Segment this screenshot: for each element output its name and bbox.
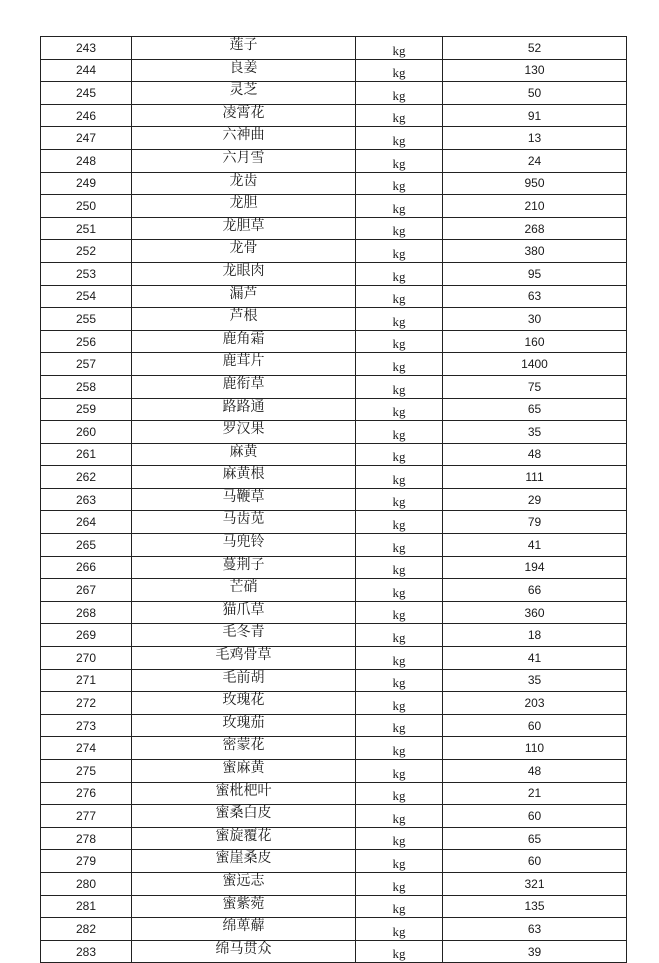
- unit-cell: kg: [356, 511, 443, 534]
- unit-cell: kg: [356, 262, 443, 285]
- row-number-cell: 282: [41, 918, 132, 941]
- row-number-cell: 276: [41, 782, 132, 805]
- item-name-cell: 芒硝: [132, 579, 356, 602]
- unit-cell: kg: [356, 375, 443, 398]
- item-name-cell: 绵萆薢: [132, 918, 356, 941]
- item-name-cell: 灵芝: [132, 82, 356, 105]
- unit-cell: kg: [356, 850, 443, 873]
- row-number-cell: 277: [41, 805, 132, 828]
- quantity-cell: 66: [443, 579, 627, 602]
- item-name-cell: 蜜紫菀: [132, 895, 356, 918]
- row-number-cell: 247: [41, 127, 132, 150]
- unit-cell: kg: [356, 940, 443, 963]
- quantity-cell: 110: [443, 737, 627, 760]
- unit-cell: kg: [356, 556, 443, 579]
- item-name-cell: 蜜远志: [132, 872, 356, 895]
- table-row: [41, 714, 627, 737]
- unit-cell: kg: [356, 149, 443, 172]
- quantity-cell: 950: [443, 172, 627, 195]
- table-row: [41, 353, 627, 376]
- unit-cell: kg: [356, 195, 443, 218]
- item-name-cell: 毛冬青: [132, 624, 356, 647]
- row-number-cell: 274: [41, 737, 132, 760]
- unit-cell: kg: [356, 488, 443, 511]
- quantity-cell: 35: [443, 669, 627, 692]
- row-number-cell: 264: [41, 511, 132, 534]
- quantity-cell: 60: [443, 714, 627, 737]
- quantity-cell: 160: [443, 330, 627, 353]
- table-row: [41, 624, 627, 647]
- item-name-cell: 龙胆草: [132, 217, 356, 240]
- table-row: [41, 737, 627, 760]
- unit-cell: kg: [356, 285, 443, 308]
- item-name-cell: 六月雪: [132, 149, 356, 172]
- table-row: [41, 692, 627, 715]
- row-number-cell: 250: [41, 195, 132, 218]
- item-name-cell: 罗汉果: [132, 421, 356, 444]
- unit-cell: kg: [356, 421, 443, 444]
- item-name-cell: 玫瑰花: [132, 692, 356, 715]
- table-row: [41, 579, 627, 602]
- unit-cell: kg: [356, 217, 443, 240]
- table-body: [41, 37, 627, 963]
- item-name-cell: 漏芦: [132, 285, 356, 308]
- row-number-cell: 251: [41, 217, 132, 240]
- unit-cell: kg: [356, 82, 443, 105]
- row-number-cell: 261: [41, 443, 132, 466]
- table-row: [41, 895, 627, 918]
- row-number-cell: 278: [41, 827, 132, 850]
- quantity-cell: 65: [443, 827, 627, 850]
- item-name-cell: 马鞭草: [132, 488, 356, 511]
- table-row: [41, 149, 627, 172]
- table-row: [41, 375, 627, 398]
- table-row: [41, 285, 627, 308]
- unit-cell: kg: [356, 895, 443, 918]
- quantity-cell: 91: [443, 104, 627, 127]
- table-row: [41, 127, 627, 150]
- row-number-cell: 268: [41, 601, 132, 624]
- table-row: [41, 556, 627, 579]
- quantity-cell: 41: [443, 647, 627, 670]
- table-row: [41, 82, 627, 105]
- quantity-cell: 48: [443, 760, 627, 783]
- table-row: [41, 669, 627, 692]
- row-number-cell: 244: [41, 59, 132, 82]
- quantity-cell: 1400: [443, 353, 627, 376]
- item-name-cell: 密蒙花: [132, 737, 356, 760]
- row-number-cell: 273: [41, 714, 132, 737]
- item-name-cell: 蜜枇杷叶: [132, 782, 356, 805]
- table-row: [41, 443, 627, 466]
- quantity-cell: 79: [443, 511, 627, 534]
- unit-cell: kg: [356, 760, 443, 783]
- row-number-cell: 255: [41, 308, 132, 331]
- unit-cell: kg: [356, 398, 443, 421]
- row-number-cell: 245: [41, 82, 132, 105]
- unit-cell: kg: [356, 466, 443, 489]
- row-number-cell: 265: [41, 534, 132, 557]
- quantity-cell: 321: [443, 872, 627, 895]
- unit-cell: kg: [356, 37, 443, 60]
- item-name-cell: 凌霄花: [132, 104, 356, 127]
- table-row: [41, 940, 627, 963]
- table-row: [41, 850, 627, 873]
- row-number-cell: 283: [41, 940, 132, 963]
- row-number-cell: 262: [41, 466, 132, 489]
- table-row: [41, 782, 627, 805]
- item-name-cell: 蔓荆子: [132, 556, 356, 579]
- quantity-cell: 60: [443, 850, 627, 873]
- unit-cell: kg: [356, 443, 443, 466]
- table-row: [41, 240, 627, 263]
- quantity-cell: 39: [443, 940, 627, 963]
- row-number-cell: 266: [41, 556, 132, 579]
- quantity-cell: 30: [443, 308, 627, 331]
- row-number-cell: 269: [41, 624, 132, 647]
- quantity-cell: 268: [443, 217, 627, 240]
- row-number-cell: 263: [41, 488, 132, 511]
- item-name-cell: 鹿角霜: [132, 330, 356, 353]
- table-row: [41, 872, 627, 895]
- item-name-cell: 蜜崖桑皮: [132, 850, 356, 873]
- row-number-cell: 257: [41, 353, 132, 376]
- row-number-cell: 275: [41, 760, 132, 783]
- row-number-cell: 271: [41, 669, 132, 692]
- unit-cell: kg: [356, 669, 443, 692]
- unit-cell: kg: [356, 872, 443, 895]
- unit-cell: kg: [356, 59, 443, 82]
- table-row: [41, 104, 627, 127]
- row-number-cell: 246: [41, 104, 132, 127]
- quantity-cell: 130: [443, 59, 627, 82]
- item-name-cell: 绵马贯众: [132, 940, 356, 963]
- item-name-cell: 毛前胡: [132, 669, 356, 692]
- quantity-cell: 41: [443, 534, 627, 557]
- item-name-cell: 路路通: [132, 398, 356, 421]
- item-name-cell: 芦根: [132, 308, 356, 331]
- item-name-cell: 六神曲: [132, 127, 356, 150]
- table-row: [41, 330, 627, 353]
- unit-cell: kg: [356, 330, 443, 353]
- item-name-cell: 猫爪草: [132, 601, 356, 624]
- item-name-cell: 龙胆: [132, 195, 356, 218]
- row-number-cell: 248: [41, 149, 132, 172]
- row-number-cell: 256: [41, 330, 132, 353]
- table-row: [41, 421, 627, 444]
- quantity-cell: 203: [443, 692, 627, 715]
- quantity-cell: 111: [443, 466, 627, 489]
- quantity-cell: 63: [443, 285, 627, 308]
- unit-cell: kg: [356, 579, 443, 602]
- quantity-cell: 135: [443, 895, 627, 918]
- table-row: [41, 308, 627, 331]
- item-name-cell: 马齿苋: [132, 511, 356, 534]
- quantity-cell: 21: [443, 782, 627, 805]
- table-row: [41, 466, 627, 489]
- quantity-cell: 63: [443, 918, 627, 941]
- unit-cell: kg: [356, 601, 443, 624]
- table-row: [41, 918, 627, 941]
- unit-cell: kg: [356, 692, 443, 715]
- unit-cell: kg: [356, 240, 443, 263]
- unit-cell: kg: [356, 624, 443, 647]
- quantity-cell: 95: [443, 262, 627, 285]
- table-row: [41, 601, 627, 624]
- unit-cell: kg: [356, 647, 443, 670]
- quantity-cell: 48: [443, 443, 627, 466]
- table-row: [41, 262, 627, 285]
- quantity-cell: 360: [443, 601, 627, 624]
- item-name-cell: 龙齿: [132, 172, 356, 195]
- item-name-cell: 蜜麻黄: [132, 760, 356, 783]
- unit-cell: kg: [356, 827, 443, 850]
- row-number-cell: 281: [41, 895, 132, 918]
- table-row: [41, 217, 627, 240]
- unit-cell: kg: [356, 737, 443, 760]
- quantity-cell: 194: [443, 556, 627, 579]
- item-name-cell: 龙骨: [132, 240, 356, 263]
- quantity-cell: 210: [443, 195, 627, 218]
- row-number-cell: 280: [41, 872, 132, 895]
- row-number-cell: 253: [41, 262, 132, 285]
- unit-cell: kg: [356, 127, 443, 150]
- unit-cell: kg: [356, 104, 443, 127]
- quantity-cell: 24: [443, 149, 627, 172]
- inventory-sheet: [40, 36, 622, 963]
- row-number-cell: 249: [41, 172, 132, 195]
- unit-cell: kg: [356, 918, 443, 941]
- row-number-cell: 252: [41, 240, 132, 263]
- row-number-cell: 258: [41, 375, 132, 398]
- herb-quantity-table: [40, 36, 627, 963]
- item-name-cell: 鹿衔草: [132, 375, 356, 398]
- table-row: [41, 37, 627, 60]
- item-name-cell: 毛鸡骨草: [132, 647, 356, 670]
- table-row: [41, 195, 627, 218]
- item-name-cell: 麻黄根: [132, 466, 356, 489]
- quantity-cell: 35: [443, 421, 627, 444]
- unit-cell: kg: [356, 714, 443, 737]
- quantity-cell: 75: [443, 375, 627, 398]
- unit-cell: kg: [356, 782, 443, 805]
- table-row: [41, 805, 627, 828]
- item-name-cell: 莲子: [132, 37, 356, 60]
- quantity-cell: 29: [443, 488, 627, 511]
- table-row: [41, 827, 627, 850]
- unit-cell: kg: [356, 805, 443, 828]
- row-number-cell: 243: [41, 37, 132, 60]
- quantity-cell: 60: [443, 805, 627, 828]
- quantity-cell: 380: [443, 240, 627, 263]
- item-name-cell: 玫瑰茄: [132, 714, 356, 737]
- table-row: [41, 760, 627, 783]
- table-row: [41, 534, 627, 557]
- item-name-cell: 麻黄: [132, 443, 356, 466]
- table-row: [41, 172, 627, 195]
- table-row: [41, 59, 627, 82]
- row-number-cell: 270: [41, 647, 132, 670]
- row-number-cell: 267: [41, 579, 132, 602]
- unit-cell: kg: [356, 353, 443, 376]
- item-name-cell: 马兜铃: [132, 534, 356, 557]
- quantity-cell: 52: [443, 37, 627, 60]
- item-name-cell: 鹿茸片: [132, 353, 356, 376]
- item-name-cell: 蜜桑白皮: [132, 805, 356, 828]
- quantity-cell: 18: [443, 624, 627, 647]
- item-name-cell: 蜜旋覆花: [132, 827, 356, 850]
- quantity-cell: 13: [443, 127, 627, 150]
- quantity-cell: 50: [443, 82, 627, 105]
- row-number-cell: 259: [41, 398, 132, 421]
- unit-cell: kg: [356, 534, 443, 557]
- table-row: [41, 511, 627, 534]
- row-number-cell: 260: [41, 421, 132, 444]
- quantity-cell: 65: [443, 398, 627, 421]
- unit-cell: kg: [356, 172, 443, 195]
- table-row: [41, 488, 627, 511]
- table-row: [41, 647, 627, 670]
- row-number-cell: 279: [41, 850, 132, 873]
- row-number-cell: 254: [41, 285, 132, 308]
- item-name-cell: 良姜: [132, 59, 356, 82]
- row-number-cell: 272: [41, 692, 132, 715]
- unit-cell: kg: [356, 308, 443, 331]
- table-row: [41, 398, 627, 421]
- item-name-cell: 龙眼肉: [132, 262, 356, 285]
